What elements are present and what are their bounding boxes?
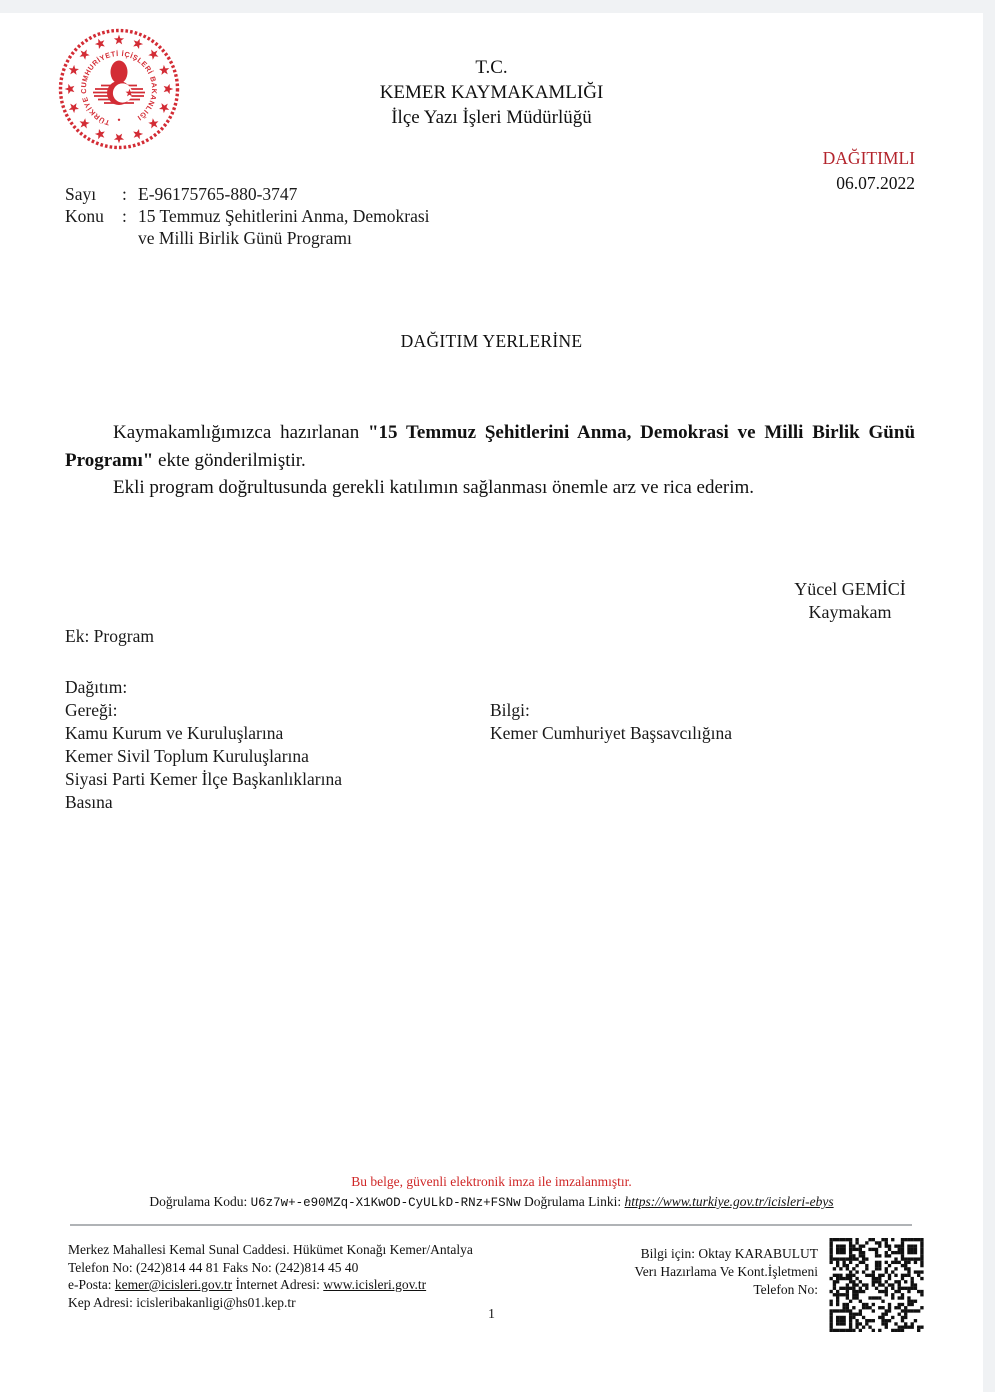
list-item: Basına [65,792,113,812]
contact-title: Verı Hazırlama Ve Kont.İşletmeni [634,1264,818,1279]
paragraph-1 [65,419,915,474]
signer-name: Yücel GEMİCİ [794,579,906,599]
list-item: Kemer Cumhuriyet Başsavcılığına [490,723,733,743]
geregi-column [65,699,490,814]
viewer-gutter-right [983,0,995,1392]
department-line: İlçe Yazı İşleri Müdürlüğü [391,107,592,128]
distribution-tag: DAĞITIMLI [822,148,915,168]
footer-info-block [420,1245,818,1299]
list-item: Siyasi Parti Kemer İlçe Başkanlıklarına [65,769,343,789]
geregi-label: Gereği: [65,700,118,720]
sayi-colon: : [122,184,127,204]
republic-line: T.C. [475,57,508,78]
verification-code-label: Doğrulama Kodu: [149,1194,251,1209]
verification-link[interactable]: https://www.turkiye.gov.tr/icisleri-ebys [624,1194,834,1209]
konu-value-line2: ve Milli Birlik Günü Programı [138,228,352,248]
distribution-section [65,676,890,814]
internet-label: İnternet Adresi: [232,1277,324,1292]
signer-title: Kaymakam [808,602,892,622]
reference-block [65,183,430,249]
verification-link-label: Doğrulama Linki: [520,1194,625,1209]
attachment-line: Ek: Program [65,626,154,646]
footer-kep-line: Kep Adresi: icisleribakanligi@hs01.kep.tr [68,1294,296,1310]
paragraph-1-lead: Kaymakamlığımızca hazırlanan [113,422,368,443]
sayi-value: E-96175765-880-3747 [138,184,298,204]
signature-block [780,578,920,624]
verification-line [0,1194,983,1210]
paragraph-1-tail: ekte gönderilmiştir. [153,449,306,471]
list-item: Kamu Kurum ve Kuruluşlarına [65,723,284,743]
letter-body [65,419,915,502]
document-date: 06.07.2022 [836,173,915,193]
website-link[interactable]: www.icisleri.gov.tr [323,1277,427,1292]
seal-ring-text: TÜRKİYE CUMHURİYETİ İÇİŞLERİ BAKANLIĞI [78,48,160,128]
list-item: Kemer Sivil Toplum Kuruluşlarına [65,746,309,766]
page-number: 1 [488,1307,495,1322]
addressee-title: DAĞITIM YERLERİNE [400,331,583,351]
paragraph-1-bold-title: "15 Temmuz Şehitlerini Anma, Demokrasi ve Milli Birlik Günü Programı" [65,422,916,471]
distribution-heading: Dağıtım: [65,677,128,697]
bilgi-label: Bilgi: [490,700,530,720]
konu-colon: : [122,206,127,226]
email-label: e-Posta: [68,1277,115,1292]
konu-value-line1: 15 Temmuz Şehitlerini Anma, Demokrasi [138,206,430,226]
document-page [0,13,983,1392]
esignature-notice: Bu belge, güvenli elektronik imza ile imzalanmıştır. [351,1174,632,1189]
paragraph-2: Ekli program doğrultusunda gerekli katılımın sağlanması önemle arz ve rica ederim. [113,477,755,498]
letterhead [0,55,983,130]
footer-phone-line: Telefon No: (242)814 44 81 Faks No: (242)814 45 40 [68,1259,359,1275]
verification-code: U6z7w+-e90MZq-X1KwOD-CyULkD-RNz+FSNw [250,1196,521,1210]
bilgi-column [490,699,890,814]
contact-name: Bilgi için: Oktay KARABULUT [640,1246,818,1261]
sayi-label: Sayı [65,184,97,204]
footer-divider [70,1224,912,1226]
konu-label: Konu [65,206,104,226]
email-link[interactable]: kemer@icisleri.gov.tr [114,1277,233,1292]
contact-phone: Telefon No: [753,1282,818,1297]
viewer-gutter-top [0,0,995,13]
footer-address: Merkez Mahallesi Kemal Sunal Caddesi. Hükümet Konağı Kemer/Antalya [68,1242,473,1257]
office-line: KEMER KAYMAKAMLIĞI [379,82,604,103]
